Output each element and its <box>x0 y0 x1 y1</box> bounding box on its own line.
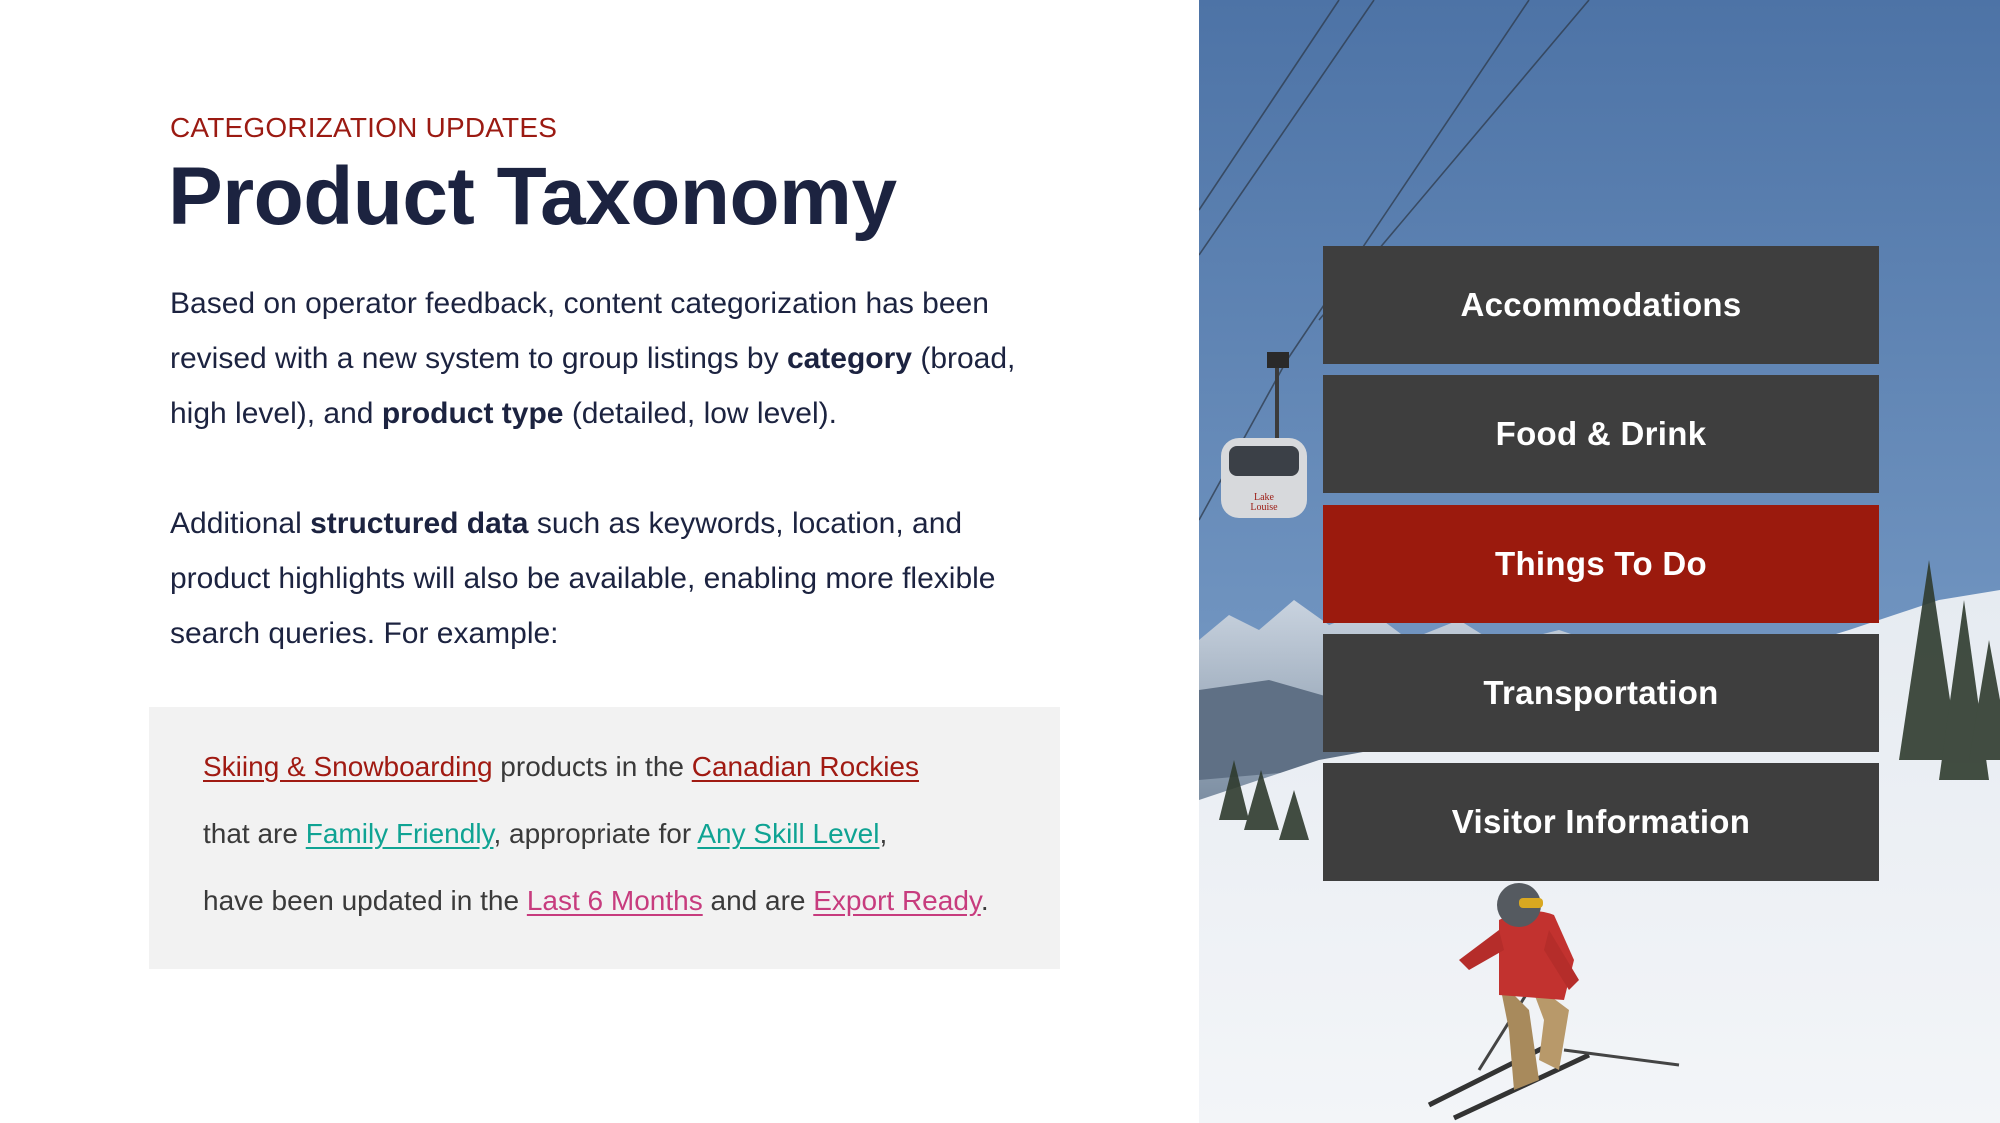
example-text: have been updated in the <box>203 885 527 916</box>
skiing-snowboarding-link[interactable]: Skiing & Snowboarding <box>203 751 493 782</box>
photo-panel <box>1199 0 2000 1123</box>
category-term: category <box>786 342 912 375</box>
gondola-sign-line2: Louise <box>1250 502 1278 513</box>
category-accommodations[interactable]: Accommodations <box>1323 246 1879 364</box>
intro-text: (broad, high level), and <box>170 342 1016 430</box>
intro-text: (detailed, low level). <box>563 397 837 430</box>
example-line-3 <box>203 885 989 917</box>
category-visitor-information[interactable]: Visitor Information <box>1323 763 1879 881</box>
example-query-box <box>149 707 1060 969</box>
example-text: that are <box>203 818 306 849</box>
example-line-1 <box>203 751 919 783</box>
canadian-rockies-link[interactable]: Canadian Rockies <box>691 751 919 782</box>
any-skill-level-link[interactable]: Any Skill Level <box>697 818 880 849</box>
family-friendly-link[interactable]: Family Friendly <box>305 818 494 849</box>
example-text: products in the <box>492 751 692 782</box>
intro-text: such as keywords, location, and product highlights will also be available, enabling more flexible search queries. For example: <box>170 507 996 650</box>
example-text: and are <box>702 885 814 916</box>
intro-text: Additional <box>170 507 311 540</box>
intro-text: Based on operator feedback, content categorization has been revised with a new system to group listings by <box>170 287 989 375</box>
structured-data-term: structured data <box>310 507 529 540</box>
page-title: Product Taxonomy <box>168 151 897 242</box>
example-text: , <box>879 818 888 849</box>
example-text: . <box>980 885 989 916</box>
category-transportation[interactable]: Transportation <box>1323 634 1879 752</box>
category-food-drink[interactable]: Food & Drink <box>1323 375 1879 493</box>
section-eyebrow: CATEGORIZATION UPDATES <box>170 112 558 143</box>
category-things-to-do[interactable]: Things To Do <box>1323 505 1879 623</box>
intro-paragraph-2 <box>170 496 1030 661</box>
gondola-sign-line1: Lake <box>1254 492 1274 503</box>
intro-paragraph-1 <box>170 276 1030 441</box>
product-type-term: product type <box>381 397 564 430</box>
example-line-2 <box>203 818 887 850</box>
export-ready-link[interactable]: Export Ready <box>813 885 981 916</box>
example-text: , appropriate for <box>493 818 698 849</box>
last-6-months-link[interactable]: Last 6 Months <box>526 885 703 916</box>
